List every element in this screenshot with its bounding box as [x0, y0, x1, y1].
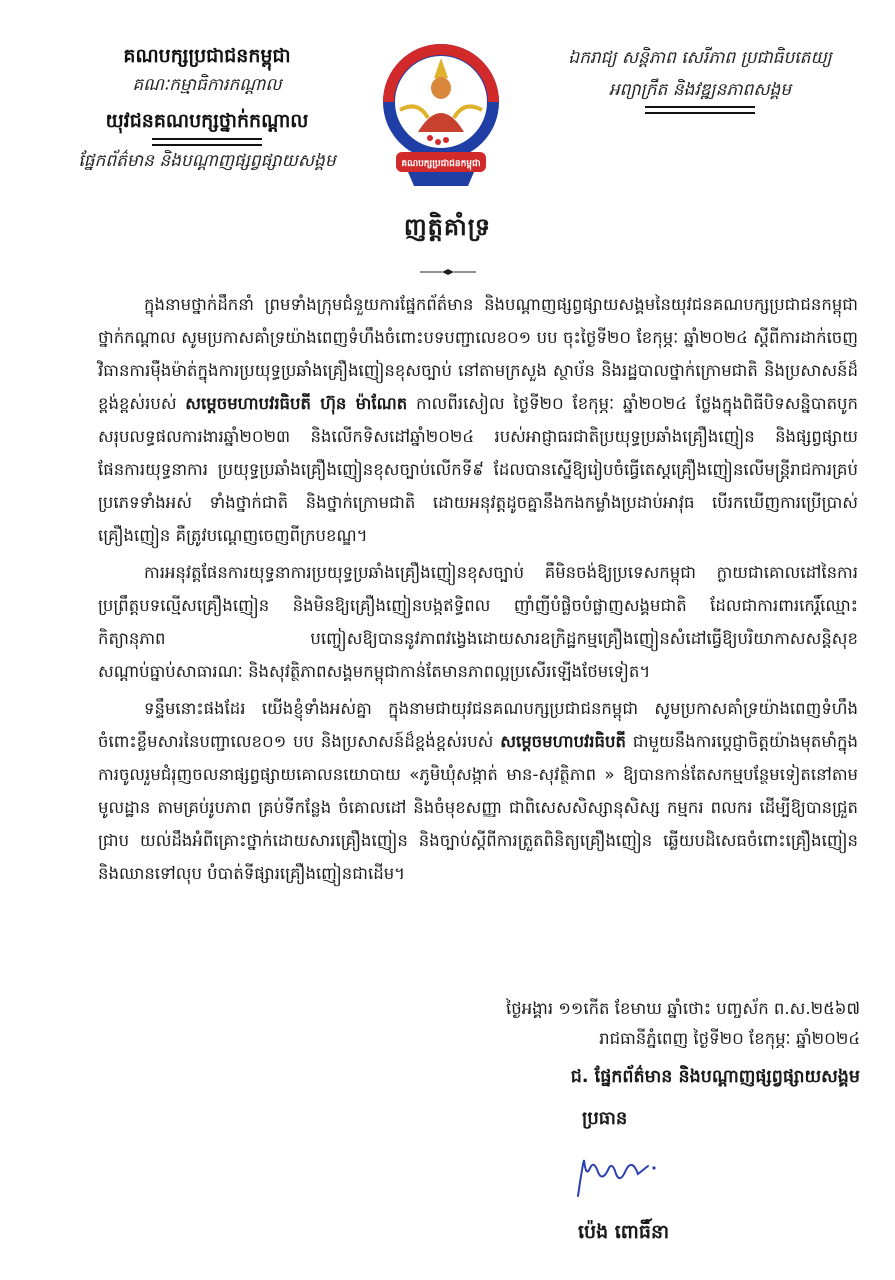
paragraph-2: ការអនុវត្តផែនការយុទ្ធនាការប្រយុទ្ធប្រឆាំងគ្រឿងញៀនខុសច្បាប់ គឺមិនចង់ឱ្យប្រទេសកម្ពុជា ក្លាយជាគោលដៅនៃការប្រព្រឹត្តបទល្មើសគ្រឿងញៀន និងមិនឱ្យគ្រឿងញៀនបង្កឥទ្ធិពល ញាំញីបំផ្លិចបំផ្លាញសង្គមជាតិ ដែលជាការពារកេរ្តិ៍ឈ្មោះ កិត្យានុភាព បញ្ចៀសឱ្យបាននូវភាពវង្វេងដោយសារឧក្រិដ្ឋកម្មគ្រឿងញៀនសំដៅធ្វើឱ្យបរិយាកាសសន្តិសុខ សណ្តាប់ធ្នាប់សាធារណៈ និងសុវត្ថិភាពសង្គមកម្ពុជាកាន់តែមានភាពល្អប្រសើរឡើងថែមទៀត។ — [98, 563, 858, 681]
paragraph-1 — [98, 288, 858, 552]
signer-name: ប៉េង ពោធិ៍នា — [578, 1221, 670, 1243]
logo-gear-base — [408, 172, 474, 186]
paragraph-3-text: ទន្ទឹមនោះផងដែរ យើងខ្ញុំទាំងអស់គ្នា ក្នុងនាមជាយុវជនគណបក្សប្រជាជនកម្ពុជា សូមប្រកាសគាំទ្រយ៉ាងពេញទំហឹងចំពោះខ្លឹមសារនៃបញ្ជាលេខ០១ បប និងប្រសាសន៍ដ៏ខ្ពង់ខ្ពស់របស់ — [98, 699, 858, 751]
header-divider — [152, 138, 262, 146]
party-name: គណបក្សប្រជាជនកម្ពុជា — [123, 45, 291, 67]
handwritten-signature — [568, 1148, 668, 1208]
youth-wing-name: យុវជនគណបក្សថ្នាក់កណ្តាល — [105, 110, 309, 132]
logo-dot — [435, 139, 441, 145]
leader-name: សម្តេចមហាបវរធិបតី ហ៊ុន ម៉ាណែត — [185, 394, 408, 413]
lunar-date: ថ្ងៃអង្គារ ១១កើត ខែមាឃ ឆ្នាំថោះ បញ្ចស័ក ព.ស.២៥៦៧ — [506, 999, 860, 1018]
logo-figure-head — [431, 77, 451, 99]
department-name: ផ្នែកព័ត៌មាន និងបណ្តាញផ្សព្វផ្សាយសង្គម — [78, 151, 336, 171]
place-date: រាជធានីភ្នំពេញ ថ្ងៃទី២០ ខែកុម្ភៈ ឆ្នាំ២០២៤ — [599, 1029, 860, 1048]
title-ornament — [420, 268, 476, 276]
logo-dot — [443, 137, 449, 143]
closing-block — [440, 994, 860, 1094]
paragraph-3 — [98, 692, 858, 890]
paragraph-3-continuation: ជាមួយនឹងការប្តេជ្ញាចិត្តយ៉ាងមុតមាំក្នុងការចូលរួមជំរុញចលនាផ្សព្វផ្សាយគោលនយោបាយ «ភូមិឃុំសង្កាត់ មាន-សុវត្ថិភាព » ឱ្យបានកាន់តែសកម្មបន្ថែមទៀតនៅតាមមូលដ្ឋាន តាមគ្រប់រូបភាព គ្រប់ទីកន្លែង ចំគោលដៅ និងចំមុខសញ្ញា ជាពិសេសសិស្សានុសិស្ស កម្មករ ពលករ ដើម្បីឱ្យបានជ្រួតជ្រាប យល់ដឹងអំពីគ្រោះថ្នាក់ដោយសារគ្រឿងញៀន និងច្បាប់ស្តីពីការត្រួតពិនិត្យគ្រឿងញៀន ឆ្លើយបដិសេធចំពោះគ្រឿងញៀន និងឈានទៅលុប បំបាត់ទីផ្សារគ្រឿងញៀនជាដើម។ — [98, 732, 858, 883]
motto-divider — [645, 106, 755, 114]
logo-banner-text: គណបក្សប្រជាជនកម្ពុជា — [401, 159, 481, 169]
issuer-header — [62, 42, 352, 176]
paragraph-1-text: ក្នុងនាមថ្នាក់ដឹកនាំ ព្រមទាំងក្រុមជំនួយការផ្នែកព័ត៌មាន និងបណ្តាញផ្សព្វផ្សាយសង្គមនៃយុវជនគណបក្សប្រជាជនកម្ពុជាថ្នាក់កណ្តាល សូមប្រកាសគាំទ្រយ៉ាងពេញទំហឹងចំពោះបទបញ្ជាលេខ០១ បប ចុះថ្ងៃទី២០ ខែកុម្ភៈ ឆ្នាំ២០២៤ ស្តីពីការដាក់ចេញវិធានការម៉ឺងម៉ាត់ក្នុងការប្រយុទ្ធប្រឆាំងគ្រឿងញៀនខុសច្បាប់ នៅតាមក្រសួង ស្ថាប័ន និងរដ្ឋបាលថ្នាក់ក្រោមជាតិ និងប្រសាសន៍ដ៏ខ្ពង់ខ្ពស់របស់ — [98, 295, 858, 413]
petition-body — [98, 288, 858, 894]
motto-line-2: អព្យាក្រឹត និងវឌ្ឍនភាពសង្គម — [608, 80, 792, 100]
national-motto — [540, 42, 860, 114]
signer-position: ប្រធាន — [582, 1108, 628, 1129]
document-title: ញត្តិគាំទ្រ — [403, 213, 492, 241]
leader-title: សម្តេចមហាបវរធិបតី — [500, 732, 626, 751]
motto-line-1: ឯករាជ្យ សន្តិភាព សេរីភាព ប្រជាធិបតេយ្យ — [568, 48, 832, 68]
paragraph-1-continuation: កាលពីរសៀល ថ្ងៃទី២០ ខែកុម្ភៈ ឆ្នាំ២០២៤ ថ្លែងក្នុងពិធីបិទសន្និបាតបូកសរុបលទ្ធផលការងារឆ្នាំ២០២៣ និងលើកទិសដៅឆ្នាំ២០២៤ របស់អាជ្ញាធរជាតិប្រយុទ្ធប្រឆាំងគ្រឿងញៀន និងផ្សព្វផ្សាយផែនការយុទ្ធនាការ ប្រយុទ្ធប្រឆាំងគ្រឿងញៀនខុសច្បាប់លើកទី៩ ដែលបានស្នើឱ្យរៀបចំធ្វើតេស្តគ្រឿងញៀនលើមន្ត្រីរាជការគ្រប់ប្រភេទទាំងអស់ ទាំងថ្នាក់ជាតិ និងថ្នាក់ក្រោមជាតិ ដោយអនុវត្តដូចគ្នានឹងកងកម្លាំងប្រដាប់អាវុធ បើរកឃើញការប្រើប្រាស់គ្រឿងញៀន គឺត្រូវបណ្តេញចេញពីក្របខណ្ឌ។ — [98, 394, 859, 545]
party-logo — [378, 40, 504, 192]
signing-unit: ជ. ផ្នែកព័ត៌មាន និងបណ្តាញផ្សព្វផ្សាយសង្គម — [570, 1067, 860, 1087]
committee-name: គណៈកម្មាធិការកណ្តាល — [132, 75, 282, 95]
logo-dot — [427, 135, 433, 141]
